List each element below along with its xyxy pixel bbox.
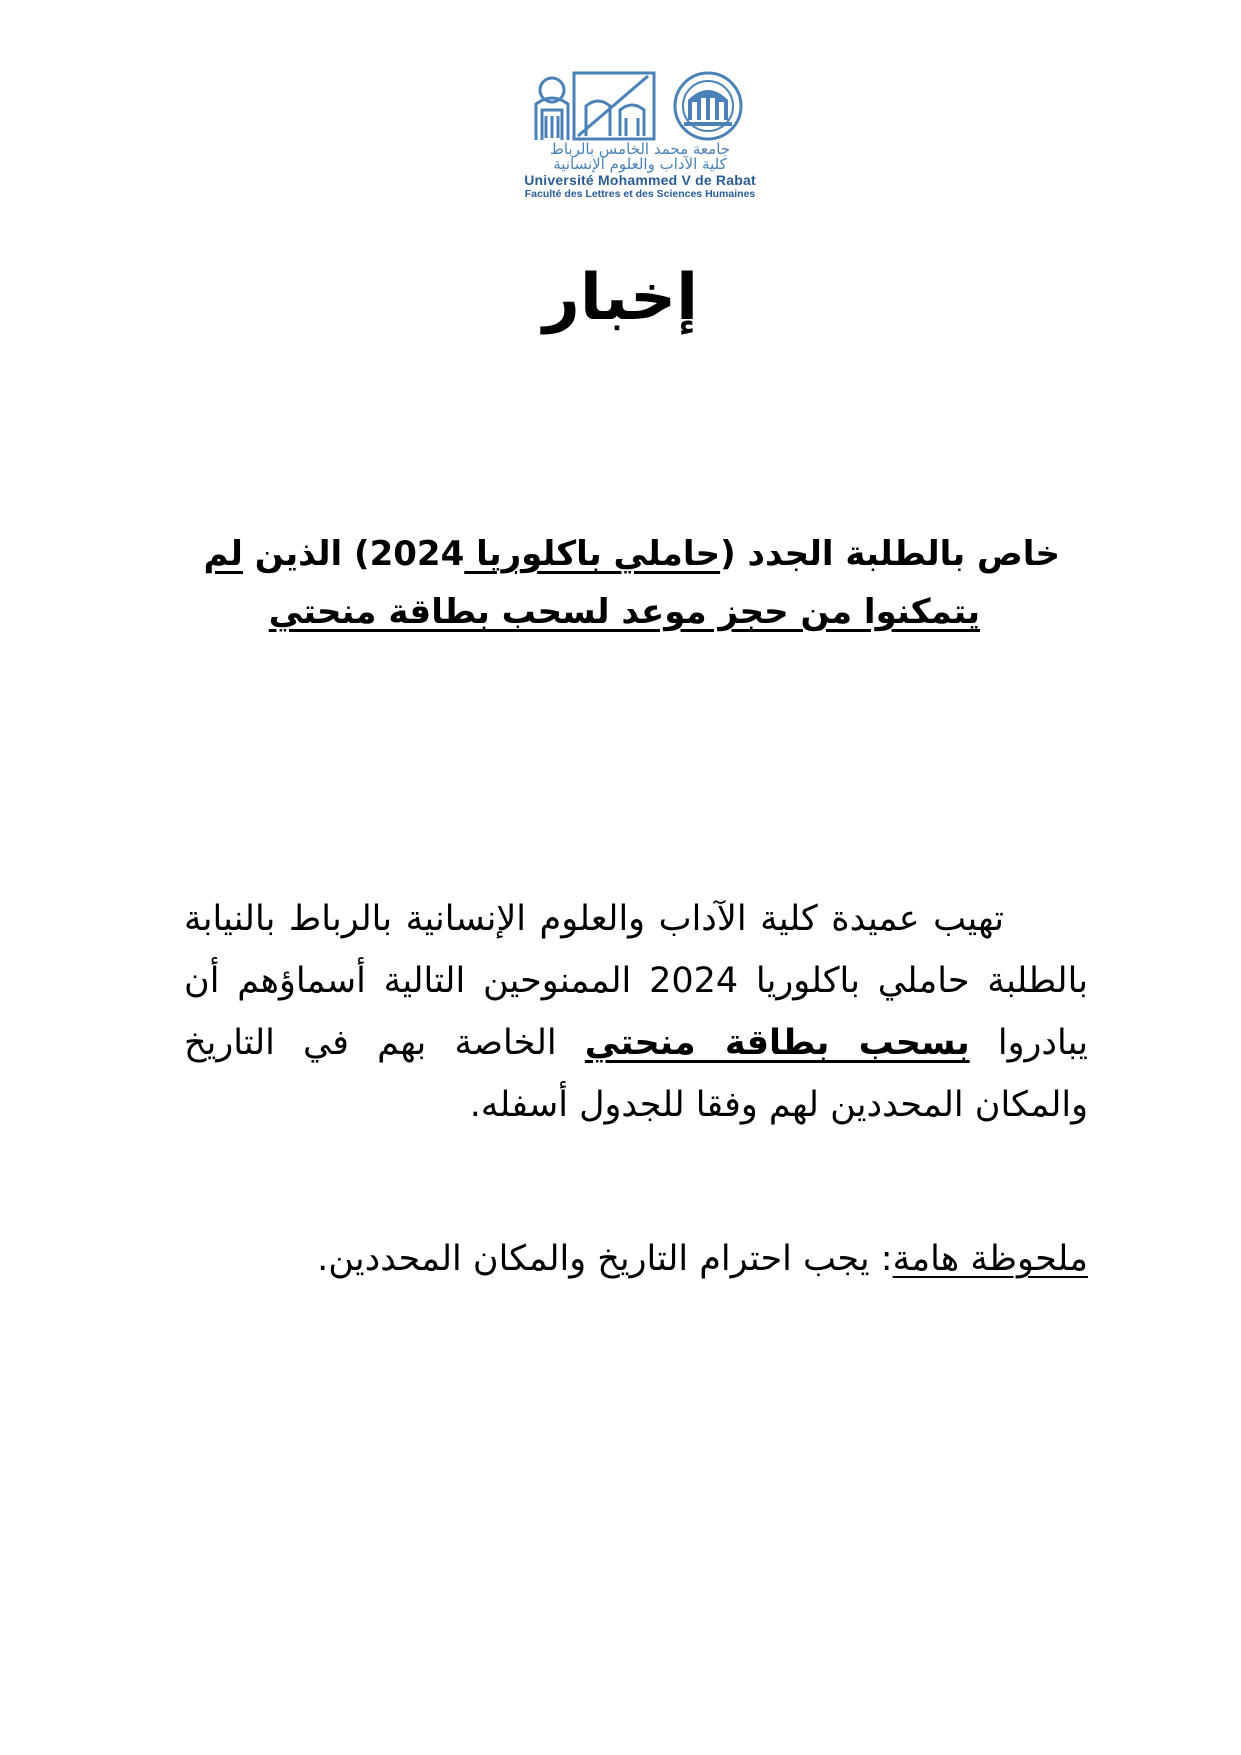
logo-arabic-university-name: جامعة محمد الخامس بالرباط bbox=[549, 140, 731, 158]
subtitle-text-a: خاص بالطلبة الجدد ( bbox=[720, 534, 1060, 574]
subtitle-underlined-b: لم bbox=[203, 534, 243, 574]
subtitle-text-b: 2024) الذين bbox=[242, 534, 465, 574]
logo-arabic-faculty-name: كلية الآداب والعلوم الإنسانية bbox=[553, 155, 727, 173]
body-text-part-1: تهيب عميدة كلية الآداب والعلوم الإنسانية بالرباط بالنيابة بالطلبة حاملي باكلوريا 2024 الممنوحين التالية أسماؤهم أن يبادروا bbox=[184, 899, 1088, 1063]
university-emblem-icon bbox=[528, 70, 778, 142]
arch-emblem-icon bbox=[536, 78, 568, 140]
page-title: إخبار bbox=[542, 261, 699, 335]
gate-emblem-icon bbox=[574, 73, 654, 139]
important-note bbox=[184, 1228, 1088, 1290]
subtitle-underlined-a: حاملي باكلوريا bbox=[464, 534, 721, 574]
university-logo bbox=[480, 70, 800, 202]
round-seal-icon bbox=[675, 73, 741, 139]
notice-body bbox=[184, 888, 1088, 1136]
subtitle-underlined-c: يتمكنوا من حجز موعد لسحب بطاقة منحتي bbox=[268, 592, 980, 632]
logo-french-university-name: Université Mohammed V de Rabat bbox=[524, 172, 756, 188]
body-text-part-2: الخاصة بهم في التاريخ والمكان المحددين لهم وفقا للجدول أسفله. bbox=[184, 1023, 1088, 1125]
subtitle-line-1 bbox=[180, 525, 1060, 583]
subtitle-line-2 bbox=[180, 583, 1060, 641]
note-text: : يجب احترام التاريخ والمكان المحددين. bbox=[317, 1239, 893, 1279]
note-label: ملحوظة هامة bbox=[892, 1239, 1088, 1279]
notice-subtitle bbox=[180, 525, 1060, 641]
logo-french-faculty-name: Faculté des Lettres et des Sciences Humaines bbox=[524, 188, 756, 200]
body-emphasis: بسحب بطاقة منحتي bbox=[584, 1023, 970, 1063]
